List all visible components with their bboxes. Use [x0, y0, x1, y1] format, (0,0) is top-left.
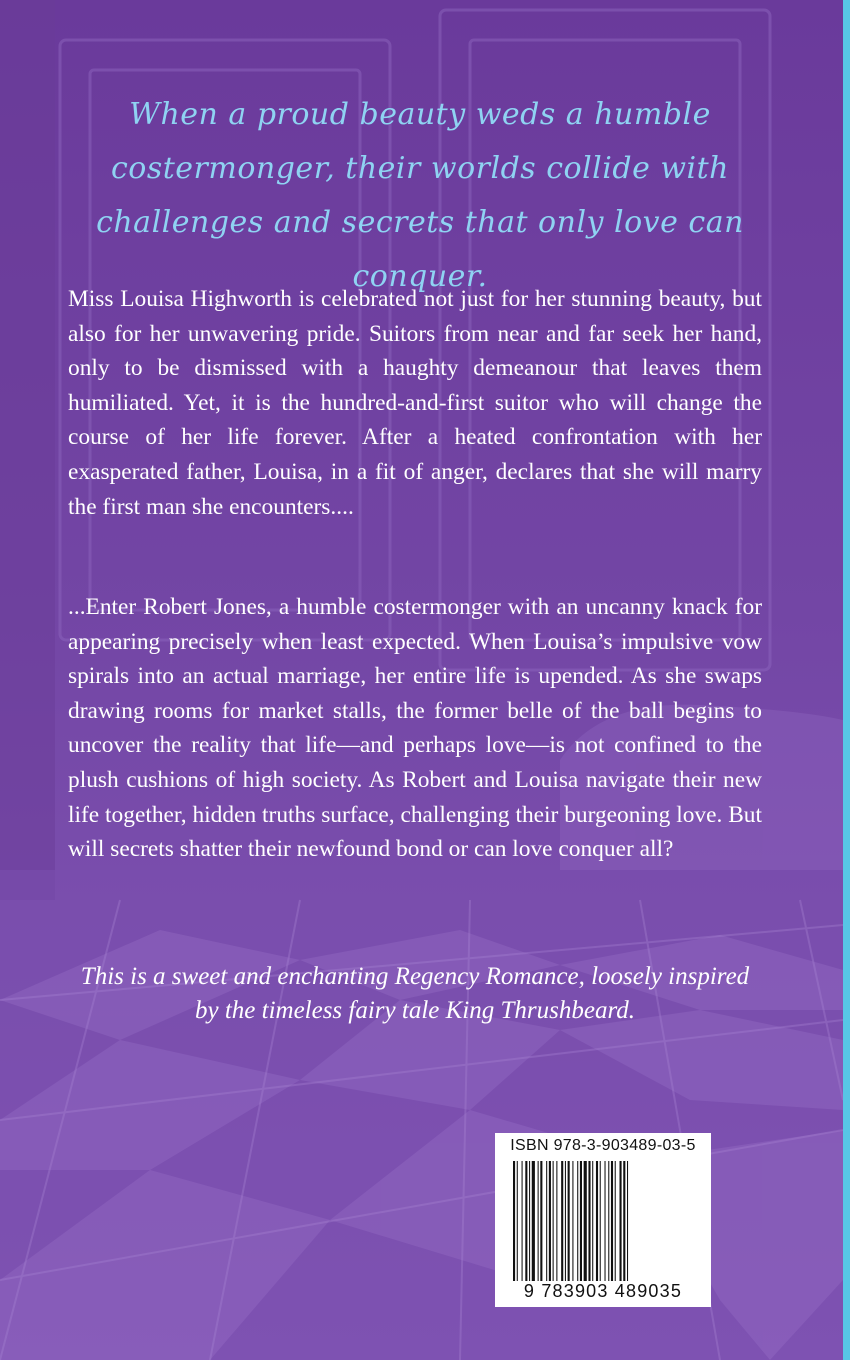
- spine-accent-strip: [843, 0, 850, 1360]
- isbn-label: ISBN 978-3-903489-03-5: [510, 1137, 696, 1154]
- isbn-barcode-block: [495, 1133, 711, 1307]
- barcode-digits: 9 783903 489035: [523, 1281, 683, 1301]
- tagline: When a proud beauty weds a humble costermonger, their worlds collide with challenges and secrets that only love can conquer.: [96, 97, 744, 294]
- barcode-bars: [511, 1161, 695, 1281]
- blurb-paragraph-1: Miss Louisa Highworth is celebrated not just for her stunning beauty, but also for her unwavering pride. Suitors from near and far seek her hand, only to be dismissed with a haughty demeanour that leaves them humiliated. Yet, it is the hundred-and-first suitor who will change the course of her life forever. After a heated confrontation with her exasperated father, Louisa, in a fit of anger, declares that she will marry the first man she encounters....: [68, 286, 762, 520]
- genre-note: This is a sweet and enchanting Regency Romance, loosely inspired by the timeless fairy tale King Thrushbeard.: [80, 963, 750, 1024]
- blurb-paragraph-2: ...Enter Robert Jones, a humble costermonger with an uncanny knack for appearing precisely when least expected. When Louisa’s impulsive vow spirals into an actual marriage, her entire life is upended. As she swaps drawing rooms for market stalls, the former belle of the ball begins to uncover the reality that life—and perhaps love—is not confined to the plush cushions of high society. As Robert and Louisa navigate their new life together, hidden truths surface, challenging their burgeoning love. But will secrets shatter their newfound bond or can love conquer all?: [68, 594, 762, 863]
